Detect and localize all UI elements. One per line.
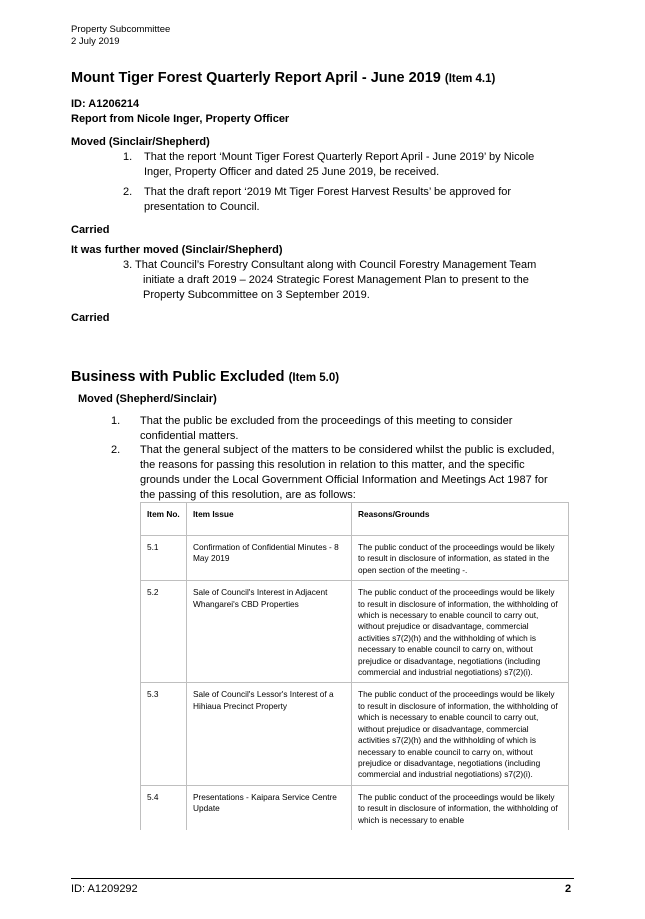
item-no-cell: 5.3	[141, 683, 187, 785]
item-no-cell: 5.2	[141, 581, 187, 683]
reasons-cell: The public conduct of the proceedings would be likely to result in disclosure of information, the withholding of which is necessary to enable	[352, 785, 569, 830]
point-number: 1.	[111, 415, 121, 427]
table-row	[141, 785, 569, 830]
item-issue-cell: Sale of Council's Interest in Adjacent Whangarei's CBD Properties	[187, 581, 352, 683]
moved-line: Moved (Sinclair/Shepherd)	[71, 136, 210, 148]
header-item-no: Item No.	[141, 503, 187, 536]
item-no-cell: 5.4	[141, 785, 187, 830]
reasons-cell: The public conduct of the proceedings would be likely to result in disclosure of information, the withholding of which is necessary to enable council to carry out, without prejudice or disadvantage, commercial activities s7(2)(h) and the withholding of which is necessary to enable council to carry on, without prejudice or disadvantage, negotiations (including commercial and industrial negotiations) s7(2)(i).	[352, 683, 569, 785]
reasons-cell: The public conduct of the proceedings would be likely to result in disclosure of information, as stated in the open section of the meeting -.	[352, 536, 569, 581]
report-from: Report from Nicole Inger, Property Officer	[71, 113, 290, 125]
table-row	[141, 536, 569, 581]
footer-doc-id: ID: A1209292	[71, 883, 138, 895]
table-header-row	[141, 503, 569, 536]
public-excluded-table	[140, 502, 569, 830]
carried-label: Carried	[71, 312, 110, 324]
item-issue-cell: Sale of Council's Lessor's Interest of a Hihiaua Precinct Property	[187, 683, 352, 785]
reasons-cell: The public conduct of the proceedings would be likely to result in disclosure of information, the withholding of which is necessary to enable council to carry out, without prejudice or disadvantage, commercial activities s7(2)(h) and the withholding of which is necessary to enable council to carry on, without prejudice or disadvantage, negotiations (including commercial and industrial negotiations) s7(2)(i).	[352, 581, 569, 683]
header-committee: Property Subcommittee	[71, 24, 171, 35]
moved-line: Moved (Shepherd/Sinclair)	[78, 393, 217, 405]
item-no-cell: 5.1	[141, 536, 187, 581]
section-title: Mount Tiger Forest Quarterly Report April - June 2019 (Item 4.1)	[71, 70, 496, 86]
header-date: 2 July 2019	[71, 36, 120, 47]
item-issue-cell: Confirmation of Confidential Minutes - 8 May 2019	[187, 536, 352, 581]
header-item-issue: Item Issue	[187, 503, 352, 536]
carried-label: Carried	[71, 224, 110, 236]
resolution-number: 1.	[123, 151, 133, 163]
point-text: That the public be excluded from the proceedings of this meeting to consider confidential matters.	[140, 415, 513, 442]
resolution-text: That the draft report ‘2019 Mt Tiger Forest Harvest Results’ be approved for presentation to Council.	[144, 186, 512, 213]
resolution-text: That the report ‘Mount Tiger Forest Quarterly Report April - June 2019’ by Nicole Inger, Property Officer and dated 25 June 2019, be received.	[144, 151, 535, 178]
resolution-number: 2.	[123, 186, 133, 198]
header-reasons: Reasons/Grounds	[352, 503, 569, 536]
further-moved-line: It was further moved (Sinclair/Shepherd)	[71, 244, 283, 256]
table-row	[141, 683, 569, 785]
page-number: 2	[565, 883, 572, 895]
section-title: Business with Public Excluded (Item 5.0)	[71, 369, 340, 385]
point-text: That the general subject of the matters to be considered whilst the public is excluded, the reasons for passing this resolution in relation to this matter, and the specific grounds under the Local Government Official Information and Meetings Act 1987 for the passing of this resolution, are as follows:	[140, 444, 555, 501]
footer-divider	[71, 878, 574, 879]
report-id: ID: A1206214	[71, 98, 140, 110]
further-resolution: 3. That Council’s Forestry Consultant along with Council Forestry Management Team initiate a draft 2019 – 2024 Strategic Forest Management Plan to present to the Property Subcommittee on 3 September 2019.	[123, 259, 537, 301]
table-row	[141, 581, 569, 683]
item-issue-cell: Presentations - Kaipara Service Centre Update	[187, 785, 352, 830]
point-number: 2.	[111, 444, 121, 456]
